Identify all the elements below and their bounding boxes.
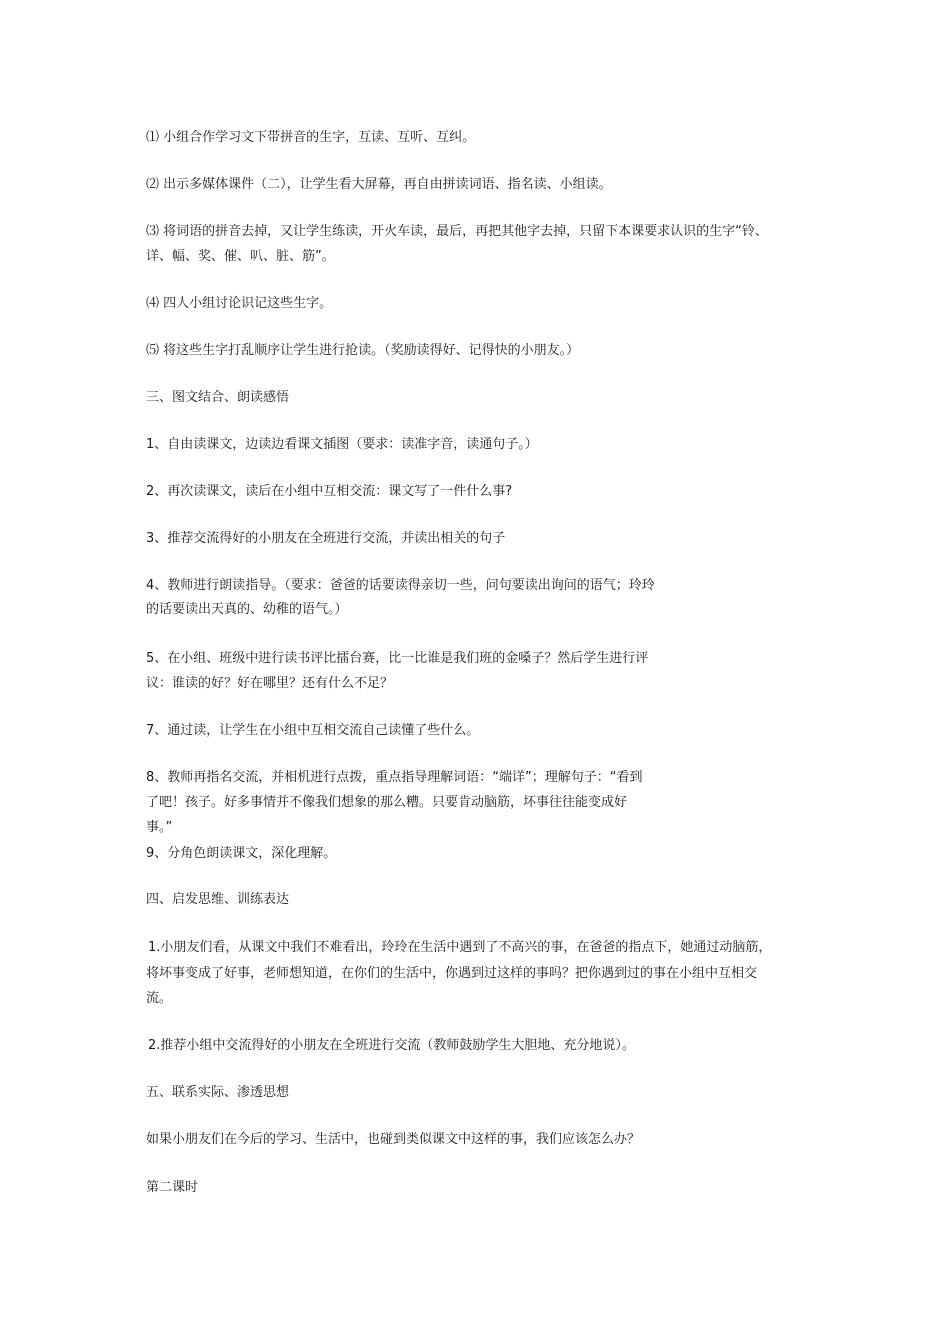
text-line: 流。	[146, 991, 173, 1006]
text-line: 1、自由读课文，边读边看课文插图（要求：读准字音，读通句子。）	[146, 437, 538, 452]
text-line: ⑷ 四人小组讨论识记这些生字。	[146, 296, 333, 311]
text-line: 3、推荐交流得好的小朋友在全班进行交流，并读出相关的句子	[146, 531, 506, 546]
text-line: ⑸ 将这些生字打乱顺序让学生进行抢读。（奖励读得好、记得快的小朋友。）	[146, 343, 580, 358]
text-line: 议：谁读的好？好在哪里？还有什么不足？	[146, 676, 394, 691]
text-line: ⑶ 将词语的拼音去掉，又让学生练读，开火车读，最后，再把其他字去掉，只留下本课要求认识的生字“铃、	[146, 224, 768, 239]
text-line: ⑵ 出示多媒体课件（二），让学生看大屏幕，再自由拼读词语、指名读、小组读。	[146, 177, 612, 192]
section-heading: 四、启发思维、训练表达	[146, 892, 290, 907]
text-line: 8、教师再指名交流，并相机进行点拨，重点指导理解词语：“端详”；理解句子：“看到	[146, 770, 643, 785]
section-heading: 第二课时	[146, 1180, 199, 1195]
text-line: 如果小朋友们在今后的学习、生活中，也碰到类似课文中这样的事，我们应该怎么办？	[146, 1132, 641, 1147]
text-line: 将坏事变成了好事，老师想知道，在你们的生活中，你遇到过这样的事吗？把你遇到过的事在小组中互相交	[146, 966, 758, 981]
text-line: 9、分角色朗读课文，深化理解。	[146, 846, 337, 861]
section-heading: 五、联系实际、渗透思想	[146, 1085, 290, 1100]
text-line: 2.推荐小组中交流得好的小朋友在全班进行交流（教师鼓励学生大胆地、充分地说）。	[148, 1038, 635, 1053]
section-heading: 三、图文结合、朗读感悟	[146, 390, 290, 405]
text-line: 7、通过读，让学生在小组中互相交流自己读懂了些什么。	[146, 723, 480, 738]
text-line: 事。”	[146, 820, 173, 835]
text-line: 了吧！孩子。好多事情并不像我们想象的那么糟。只要肯动脑筋，坏事往往能变成好	[146, 795, 628, 810]
text-line: 的话要读出天真的、幼稚的语气。）	[146, 602, 348, 617]
text-line: 1.小朋友们看，从课文中我们不难看出，玲玲在生活中遇到了不高兴的事，在爸爸的指点下，她通过动脑筋，	[148, 940, 772, 955]
text-line: 5、在小组、班级中进行读书评比擂台赛，比一比谁是我们班的金嗓子？然后学生进行评	[146, 651, 649, 666]
text-line: ⑴ 小组合作学习文下带拼音的生字，互读、互听、互纠。	[146, 130, 476, 145]
text-line: 2、再次读课文，读后在小组中互相交流：课文写了一件什么事?	[146, 484, 513, 499]
text-line: 4、教师进行朗读指导。（要求：爸爸的话要读得亲切一些，问句要读出询问的语气；玲玲	[146, 578, 655, 593]
text-line: 详、幅、奖、催、叭、脏、筋”。	[146, 249, 335, 264]
